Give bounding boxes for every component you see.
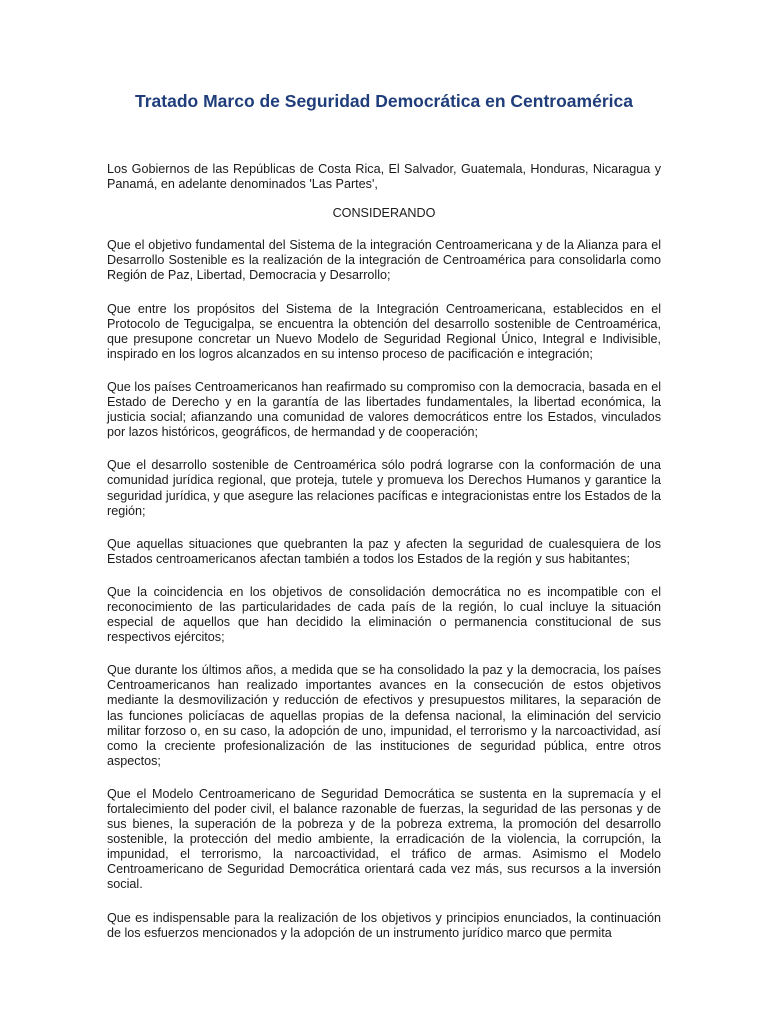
paragraph-4: Que el desarrollo sostenible de Centroamérica sólo podrá lograrse con la conformación de una comunidad jurídica regional, que proteja, tutele y promueva los Derechos Humanos y garantice la seguridad jurídica, y que asegure las relaciones pacíficas e integracionistas entre los Estados de la región; bbox=[107, 458, 661, 518]
paragraph-8: Que el Modelo Centroamericano de Seguridad Democrática se sustenta en la supremacía y el fortalecimiento del poder civil, el balance razonable de fuerzas, la seguridad de las personas y de sus bienes, la superación de la pobreza y de la pobreza extrema, la promoción del desarrollo sostenible, la protección del medio ambiente, la erradicación de la violencia, la corrupción, la impunidad, el terrorismo, la narcoactividad, el tráfico de armas. Asimismo el Modelo Centroamericano de Seguridad Democrática orientará cada vez más, sus recursos a la inversión social. bbox=[107, 786, 661, 892]
paragraph-5: Que aquellas situaciones que quebranten la paz y afecten la seguridad de cualesquiera de los Estados centroamericanos afectan también a todos los Estados de la región y sus habitantes; bbox=[107, 536, 661, 566]
paragraph-6: Que la coincidencia en los objetivos de consolidación democrática no es incompatible con el reconocimiento de las particularidades de cada país de la región, lo cual incluye la situación especial de aquellos que han decidido la eliminación o permanencia constitucional de sus respectivos ejércitos; bbox=[107, 584, 661, 645]
paragraph-1: Que el objetivo fundamental del Sistema de la integración Centroamericana y de la Alianza para el Desarrollo Sostenible es la realización de la integración de Centroamérica para consolidarla como Región de Paz, Libertad, Democracia y Desarrollo; bbox=[107, 238, 661, 283]
document-body bbox=[107, 162, 661, 957]
document-title: Tratado Marco de Seguridad Democrática en Centroamérica bbox=[135, 91, 633, 111]
paragraph-7: Que durante los últimos años, a medida que se ha consolidado la paz y la democracia, los países Centroamericanos han realizado importantes avances en la consecución de estos objetivos mediante la desmovilización y reducción de efectivos y presupuestos militares, la separación de las funciones policíacas de aquellas propias de la defensa nacional, la eliminación del servicio militar forzoso o, en su caso, la adopción de uno, impunidad, el terrorismo y la narcoactividad, así como la creciente profesionalización de las instituciones de seguridad pública, entre otros aspectos; bbox=[107, 663, 661, 768]
paragraph-2: Que entre los propósitos del Sistema de la Integración Centroamericana, establecidos en el Protocolo de Tegucigalpa, se encuentra la obtención del desarrollo sostenible de Centroamérica, que presupone concretar un Nuevo Modelo de Seguridad Regional Único, Integral e Indivisible, inspirado en los logros alcanzados en su intenso proceso de pacificación e integración; bbox=[107, 301, 661, 361]
paragraph-9: Que es indispensable para la realización de los objetivos y principios enunciados, la continuación de los esfuerzos mencionados y la adopción de un instrumento jurídico marco que permita bbox=[107, 910, 661, 940]
paragraph-3: Que los países Centroamericanos han reafirmado su compromiso con la democracia, basada en el Estado de Derecho y en la garantía de las libertades fundamentales, la libertad económica, la justicia social; afianzando una comunidad de valores democráticos entre los Estados, vinculados por lazos históricos, geográficos, de hermandad y de cooperación; bbox=[107, 379, 661, 440]
intro-paragraph: Los Gobiernos de las Repúblicas de Costa Rica, El Salvador, Guatemala, Honduras, Nicaragua y Panamá, en adelante denominados 'Las Partes', bbox=[107, 162, 661, 192]
considerando-heading: CONSIDERANDO bbox=[332, 206, 436, 221]
